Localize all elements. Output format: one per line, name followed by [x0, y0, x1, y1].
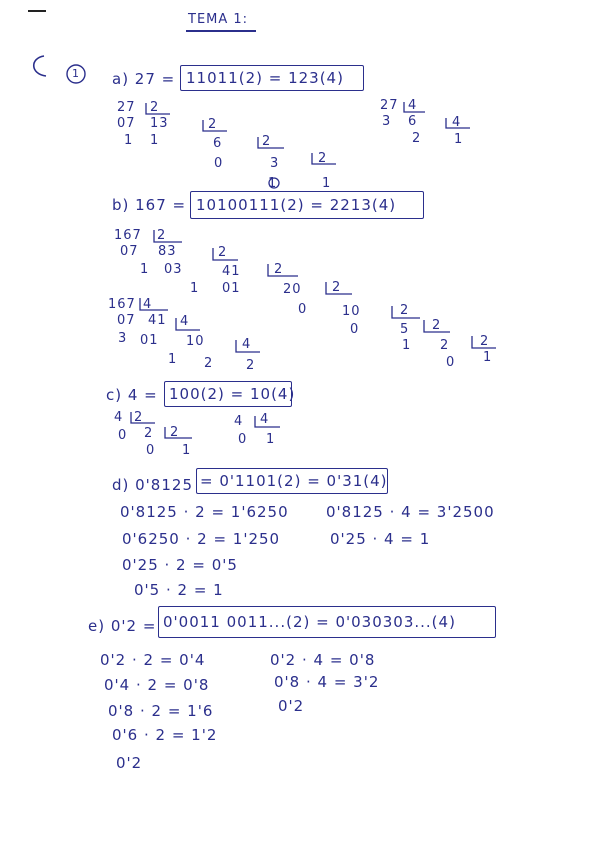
div-remainder: 0: [446, 355, 456, 370]
div-remainder: 2: [204, 356, 214, 371]
div-divisor: 2: [274, 262, 284, 277]
div-quotient: 83: [158, 244, 177, 259]
calc-line: 0'4 · 2 = 0'8: [104, 676, 210, 694]
exercise-number: 1: [72, 67, 80, 80]
div-quotient: 1: [483, 350, 493, 365]
part-a-result: 11011(2) = 123(4): [186, 69, 344, 87]
calc-line: 0'6 · 2 = 1'2: [112, 726, 218, 744]
div-dividend: 27: [117, 100, 136, 115]
calc-line: 0'2: [278, 697, 305, 715]
div-quotient: 1: [322, 176, 332, 191]
div-divisor: 2: [218, 245, 228, 260]
div-remainder-step: 01: [140, 333, 159, 348]
div-divisor: 2: [150, 100, 160, 115]
div-dividend: 27: [380, 98, 399, 113]
div-divisor: 4: [452, 115, 462, 130]
div-divisor: 2: [170, 425, 180, 440]
div-quotient: 13: [150, 116, 169, 131]
div-remainder: 1: [140, 262, 150, 277]
part-e-result: 0'0011 0011...(2) = 0'030303...(4): [163, 613, 456, 631]
div-divisor: 2: [262, 134, 272, 149]
part-c-result: 100(2) = 10(4): [169, 385, 296, 403]
calc-line: 0'8125 · 4 = 3'2500: [326, 503, 495, 521]
calc-line: 0'2 · 4 = 0'8: [270, 651, 376, 669]
div-dividend: 4: [114, 410, 124, 425]
div-remainder: 0: [146, 443, 156, 458]
page-title: TEMA 1:: [188, 12, 249, 27]
div-remainder-step: 07: [117, 116, 136, 131]
calc-line: 0'2 · 2 = 0'4: [100, 651, 206, 669]
div-quotient: 20: [283, 282, 302, 297]
calc-line: 0'8 · 4 = 3'2: [274, 673, 380, 691]
div-remainder: 1: [150, 133, 160, 148]
part-e-statement: e) 0'2 =: [88, 617, 157, 635]
div-quotient: 3: [270, 156, 280, 171]
div-quotient: 41: [148, 313, 167, 328]
div-remainder: 1: [190, 281, 200, 296]
div-quotient: 2: [440, 338, 450, 353]
div-quotient: 2: [246, 358, 256, 373]
div-divisor: 2: [480, 334, 490, 349]
div-remainder-step: 01: [222, 281, 241, 296]
div-remainder-step: 07: [120, 244, 139, 259]
div-dividend: 167: [108, 297, 136, 312]
div-divisor: 4: [143, 297, 153, 312]
div-divisor: 2: [208, 117, 218, 132]
div-remainder: 1: [402, 338, 412, 353]
div-remainder: 1: [268, 176, 278, 191]
div-divisor: 2: [157, 228, 167, 243]
calc-line: 0'25 · 2 = 0'5: [122, 556, 238, 574]
div-quotient: 10: [342, 304, 361, 319]
div-quotient: 10: [186, 334, 205, 349]
div-dividend: 4: [234, 414, 244, 429]
div-quotient: 41: [222, 264, 241, 279]
part-c-statement: c) 4 =: [106, 386, 158, 404]
div-remainder: 3: [382, 114, 392, 129]
part-b-statement: b) 167 =: [112, 196, 187, 214]
calc-line: 0'8 · 2 = 1'6: [108, 702, 214, 720]
div-remainder: 0: [238, 432, 248, 447]
div-quotient: 5: [400, 322, 410, 337]
div-remainder: 0: [214, 156, 224, 171]
div-quotient: 1: [266, 432, 276, 447]
div-remainder: 0: [350, 322, 360, 337]
div-divisor: 2: [432, 318, 442, 333]
div-remainder: 2: [412, 131, 422, 146]
div-dividend: 167: [114, 228, 142, 243]
div-quotient: 1: [182, 443, 192, 458]
calc-line: 0'6250 · 2 = 1'250: [122, 530, 281, 548]
calc-line: 0'25 · 4 = 1: [330, 530, 431, 548]
calc-line: 0'2: [116, 754, 143, 772]
div-remainder-step: 03: [164, 262, 183, 277]
div-divisor: 4: [242, 337, 252, 352]
div-divisor: 4: [180, 314, 190, 329]
part-d-statement: d) 0'8125: [112, 476, 193, 494]
div-divisor: 4: [260, 412, 270, 427]
calc-line: 0'8125 · 2 = 1'6250: [120, 503, 289, 521]
div-remainder: 1: [168, 352, 178, 367]
div-remainder: 1: [124, 133, 134, 148]
part-a-statement: a) 27 =: [112, 70, 176, 88]
div-quotient: 1: [454, 132, 464, 147]
part-d-result: = 0'1101(2) = 0'31(4): [200, 472, 388, 490]
div-quotient: 2: [144, 426, 154, 441]
div-remainder: 0: [118, 428, 128, 443]
div-remainder: 0: [298, 302, 308, 317]
div-quotient: 6: [408, 114, 418, 129]
div-divisor: 4: [408, 98, 418, 113]
div-remainder: 3: [118, 331, 128, 346]
part-b-result: 10100111(2) = 2213(4): [196, 196, 397, 214]
div-divisor: 2: [318, 151, 328, 166]
div-remainder-step: 07: [117, 313, 136, 328]
div-divisor: 2: [332, 280, 342, 295]
div-quotient: 6: [213, 136, 223, 151]
div-divisor: 2: [400, 303, 410, 318]
calc-line: 0'5 · 2 = 1: [134, 581, 224, 599]
div-divisor: 2: [134, 410, 144, 425]
